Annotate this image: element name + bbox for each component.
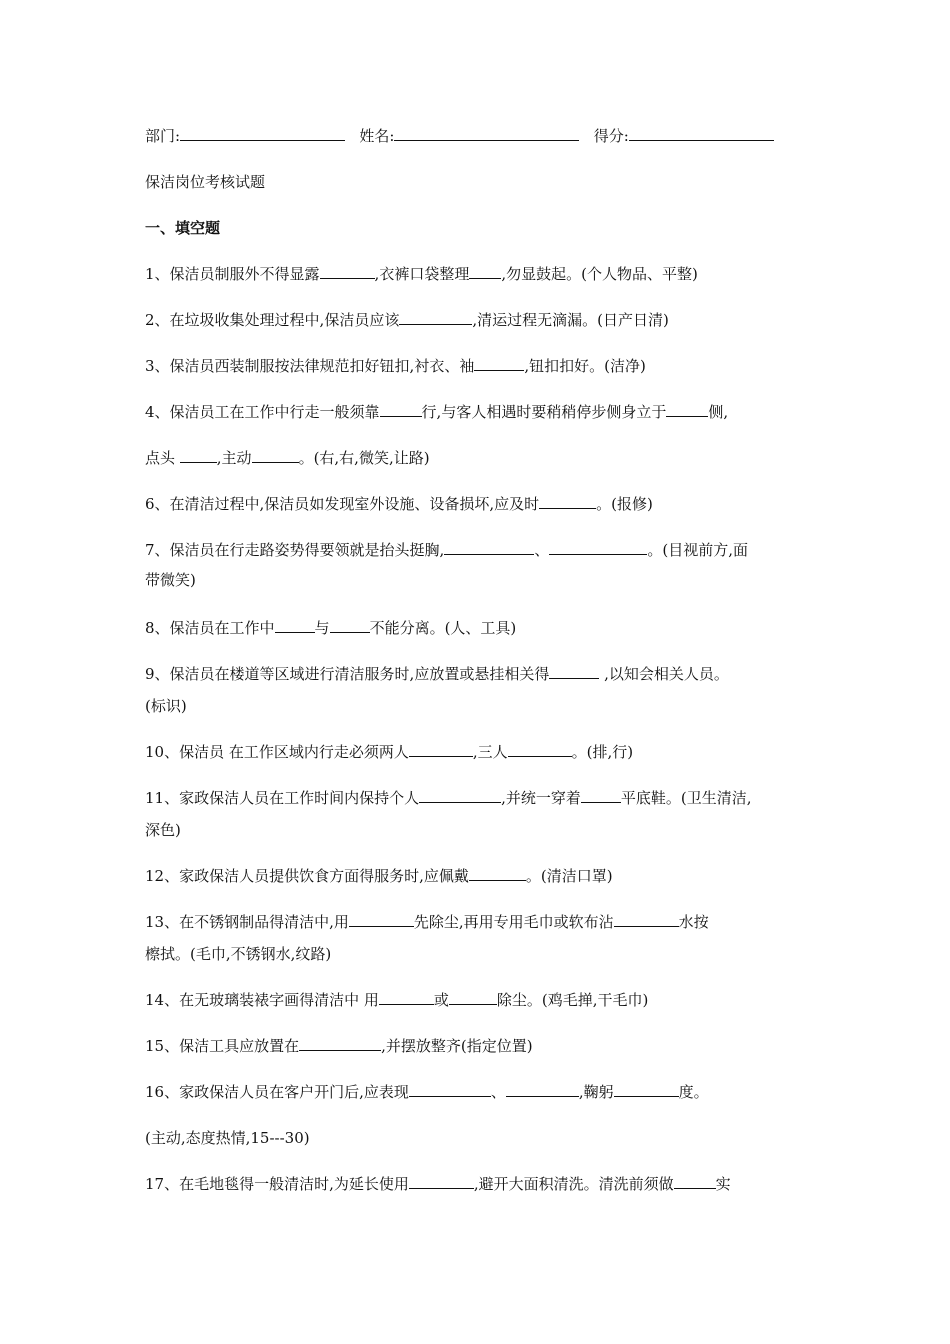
question-text: ,以知会相关人员。 [599,665,729,683]
answer-blank[interactable] [180,448,217,463]
answer-blank[interactable] [581,788,621,803]
question-7-continued: 带微笑) [145,571,196,589]
answer-blank[interactable] [419,788,501,803]
question-9-continued: (标识) [145,697,187,715]
department-blank[interactable] [180,126,345,141]
score-blank[interactable] [629,126,774,141]
answer-blank[interactable] [409,1174,474,1189]
question-11-continued: 深色) [145,821,181,839]
question-10 [145,742,825,762]
answer-blank[interactable] [674,1174,716,1189]
question-13 [145,912,825,932]
question-text: 13、在不锈钢制品得清洁中,用 [145,913,349,931]
answer-blank[interactable] [399,310,472,325]
question-16 [145,1082,825,1102]
question-text: ,清运过程无滴漏。(日产日清) [472,311,669,329]
exam-title: 保洁岗位考核试题 [145,173,266,191]
question-1 [145,264,825,284]
answer-blank[interactable] [409,742,473,757]
section-title: 一、填空题 [145,219,221,237]
question-text: 14、在无玻璃装裱字画得清洁中 用 [145,991,379,1009]
question-text: ,勿显鼓起。(个人物品、平整) [501,265,698,283]
question-text: ,主动 [216,449,252,467]
answer-blank[interactable] [469,264,501,279]
question-text: ,衣裤口袋整理 [374,265,470,283]
question-14 [145,990,825,1010]
answer-blank[interactable] [252,448,299,463]
question-text: 实 [715,1175,731,1193]
question-text: 。(目视前方,面 [647,541,748,559]
question-text: 水按 [678,913,709,931]
question-15 [145,1036,825,1056]
question-text: 或 [433,991,449,1009]
answer-blank[interactable] [474,356,524,371]
answer-blank[interactable] [539,494,596,509]
question-6 [145,494,825,514]
question-text: 1、保洁员制服外不得显露 [145,265,320,283]
question-text: 17、在毛地毯得一般清洁时,为延长使用 [145,1175,409,1193]
question-text: ,并统一穿着 [501,789,581,807]
question-text: 平底鞋。(卫生清洁, [620,789,752,807]
question-text: 先除尘,再用专用毛巾或软布沾 [413,913,614,931]
question-text: ,避开大面积清洗。清洗前须做 [473,1175,674,1193]
question-text: 与 [314,619,330,637]
question-text: 除尘。(鸡毛掸,干毛巾) [496,991,649,1009]
answer-blank[interactable] [506,1082,579,1097]
question-2 [145,310,825,330]
answer-blank[interactable] [469,866,526,881]
question-text: 6、在清洁过程中,保洁员如发现室外设施、设备损坏,应及时 [145,495,540,513]
name-label: 姓名: [359,127,395,145]
department-label: 部门: [145,127,181,145]
question-text: 15、保洁工具应放置在 [145,1037,300,1055]
question-text: ,鞠躬 [578,1083,614,1101]
question-text: ,并摆放整齐(指定位置) [381,1037,533,1055]
name-blank[interactable] [394,126,579,141]
question-4 [145,402,825,422]
question-text: 。(报修) [596,495,653,513]
answer-blank[interactable] [614,1082,679,1097]
question-16-continued: (主动,态度热情,15---30) [145,1129,310,1147]
question-text: 不能分离。(人、工具) [369,619,517,637]
question-text: 、 [490,1083,506,1101]
question-text: 8、保洁员在工作中 [145,619,275,637]
question-text: 11、家政保洁人员在工作时间内保持个人 [145,789,420,807]
question-text: 点头 [145,449,180,467]
question-8 [145,618,825,638]
answer-blank[interactable] [549,540,647,555]
answer-blank[interactable] [330,618,370,633]
question-text: 度。 [678,1083,709,1101]
header-row [145,126,825,146]
question-9 [145,664,825,684]
question-text: 2、在垃圾收集处理过程中,保洁员应该 [145,311,400,329]
question-text: ,钮扣扣好。(洁净) [524,357,646,375]
question-text: 。(清洁口罩) [525,867,613,885]
question-text: 3、保洁员西装制服按法律规范扣好钮扣,衬衣、袖 [145,357,475,375]
answer-blank[interactable] [379,990,434,1005]
answer-blank[interactable] [508,742,572,757]
answer-blank[interactable] [666,402,708,417]
question-text: ,三人 [472,743,508,761]
question-11 [145,788,825,808]
answer-blank[interactable] [549,664,599,679]
question-text: 7、保洁员在行走路姿势得要领就是抬头挺胸, [145,541,445,559]
question-4-continued [145,448,825,468]
question-3 [145,356,825,376]
answer-blank[interactable] [444,540,534,555]
question-text: 10、保洁员 在工作区域内行走必须两人 [145,743,409,761]
answer-blank[interactable] [380,402,422,417]
answer-blank[interactable] [275,618,315,633]
question-text: 4、保洁员工在工作中行走一般须靠 [145,403,380,421]
question-17 [145,1174,825,1194]
question-text: 12、家政保洁人员提供饮食方面得服务时,应佩戴 [145,867,469,885]
score-label: 得分: [593,127,629,145]
answer-blank[interactable] [614,912,679,927]
question-text: 行,与客人相遇时要稍稍停步侧身立于 [421,403,667,421]
question-13-continued: 檫拭。(毛巾,不锈钢水,纹路) [145,945,332,963]
question-text: 。(排,行) [571,743,634,761]
question-text: 9、保洁员在楼道等区域进行清洁服务时,应放置或悬挂相关得 [145,665,550,683]
question-text: 侧, [708,403,729,421]
question-text: 、 [534,541,550,559]
question-text: 16、家政保洁人员在客户开门后,应表现 [145,1083,409,1101]
answer-blank[interactable] [299,1036,381,1051]
answer-blank[interactable] [449,990,497,1005]
answer-blank[interactable] [320,264,375,279]
question-12 [145,866,825,886]
question-7 [145,540,825,560]
answer-blank[interactable] [409,1082,491,1097]
answer-blank[interactable] [349,912,414,927]
question-text: 。(右,右,微笑,让路) [298,449,430,467]
